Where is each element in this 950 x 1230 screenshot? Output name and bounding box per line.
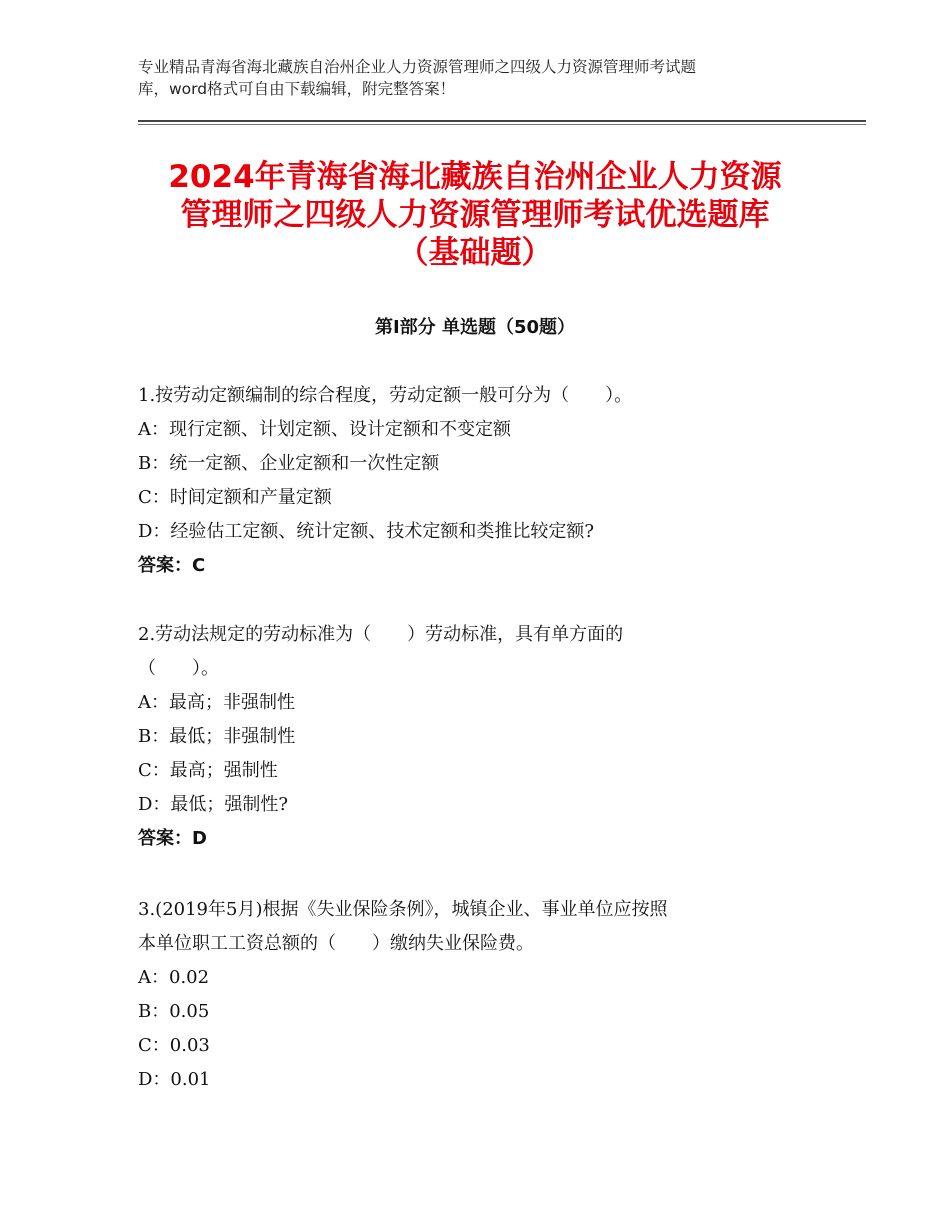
option-a: A：现行定额、计划定额、设计定额和不变定额 — [138, 419, 511, 440]
title-line1: 2024年青海省海北藏族自治州企业人力资源 — [168, 159, 782, 195]
question-stem-cont: （ ）。 — [138, 658, 219, 679]
question-stem-cont: 本单位职工工资总额的（ ）缴纳失业保险费。 — [138, 933, 534, 954]
section-title: 第Ⅰ部分 单选题（50题） — [374, 317, 575, 338]
option-b: B：最低；非强制性 — [138, 726, 296, 747]
question-3 — [138, 893, 838, 1097]
option-d: D：最低；强制性? — [138, 794, 289, 815]
title-line2: 管理师之四级人力资源管理师考试优选题库 — [180, 197, 770, 233]
option-b: B：统一定额、企业定额和一次性定额 — [138, 453, 440, 474]
question-stem: 3.(2019年5月)根据《失业保险条例》，城镇企业、事业单位应按照 — [138, 899, 668, 920]
option-d: D：经验估工定额、统计定额、技术定额和类推比较定额? — [138, 521, 595, 542]
question-stem: 1.按劳动定额编制的综合程度，劳动定额一般可分为（ ）。 — [138, 385, 633, 406]
option-c: C：最高；强制性 — [138, 760, 278, 781]
option-a: A：0.02 — [138, 967, 210, 988]
option-c: C：时间定额和产量定额 — [138, 487, 332, 508]
header-note — [138, 56, 818, 100]
header-divider-thin — [138, 124, 866, 125]
document-title — [100, 158, 850, 272]
header-divider — [138, 120, 866, 122]
header-note-line2: 库，word格式可自由下载编辑，附完整答案！ — [138, 80, 456, 98]
option-a: A：最高；非强制性 — [138, 692, 295, 713]
question-1 — [138, 379, 838, 583]
question-stem: 2.劳动法规定的劳动标准为（ ）劳动标准，具有单方面的 — [138, 624, 624, 645]
option-b: B：0.05 — [138, 1001, 210, 1022]
answer: 答案：D — [138, 828, 207, 849]
option-c: C：0.03 — [138, 1035, 210, 1056]
question-2 — [138, 618, 838, 856]
title-line3: （基础题） — [397, 235, 553, 271]
header-note-line1: 专业精品青海省海北藏族自治州企业人力资源管理师之四级人力资源管理师考试题 — [138, 58, 697, 76]
option-d: D：0.01 — [138, 1069, 211, 1090]
answer: 答案：C — [138, 555, 206, 576]
